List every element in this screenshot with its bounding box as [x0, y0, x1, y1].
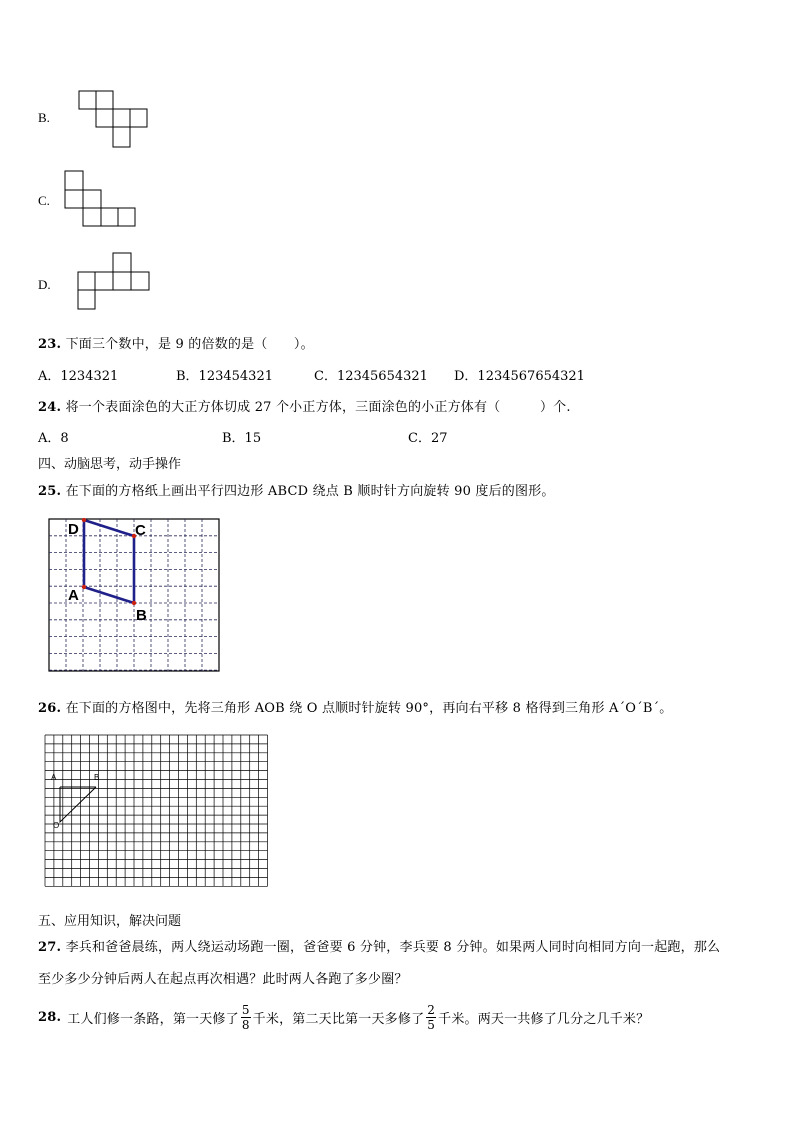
option-c-label: C.: [38, 193, 50, 208]
question-24: [38, 396, 571, 415]
question-28: [38, 1003, 649, 1032]
question-24-text: 将一个表面涂色的大正方体切成 27 个小正方体，三面涂色的小正方体有（ ）个.: [65, 400, 571, 415]
fraction-2-5: [426, 1003, 436, 1032]
q25-grid-figure: [48, 518, 220, 673]
question-28-part3: 千米。两天一共修了几分之几千米？: [438, 1012, 650, 1027]
question-26-number: 26.: [38, 701, 62, 716]
q23-option-b[interactable]: B．123454321: [176, 369, 273, 384]
q23-option-d[interactable]: D．1234567654321: [454, 369, 585, 384]
fraction-1-denominator: 8: [241, 1018, 250, 1032]
question-28-part1: 工人们修一条路，第一天修了: [67, 1012, 239, 1027]
q26-grid-figure: [44, 734, 270, 890]
question-25-text: 在下面的方格纸上画出平行四边形 ABCD 绕点 B 顺时针方向旋转 90 度后的图形。: [65, 484, 555, 499]
section-5-title: 五、应用知识，解决问题: [38, 914, 182, 929]
q25-point-a: A: [68, 587, 79, 604]
question-27: [38, 936, 720, 955]
q24-option-c[interactable]: C．27: [408, 431, 448, 446]
q23-option-a[interactable]: A．1234321: [38, 369, 119, 384]
net-figure-b: [78, 90, 152, 150]
q25-point-c: C: [135, 522, 146, 539]
q24-option-b[interactable]: B．15: [222, 431, 262, 446]
question-23: [38, 333, 314, 352]
question-28-number: 28.: [38, 1010, 62, 1025]
question-25-number: 25.: [38, 484, 62, 499]
question-24-number: 24.: [38, 400, 62, 415]
section-4-title: 四、动脑思考，动手操作: [38, 457, 182, 472]
question-27-line2: 至少多少分钟后两人在起点再次相遇？此时两人各跑了多少圈？: [38, 972, 408, 987]
net-figure-c: [64, 170, 138, 230]
q23-option-c[interactable]: C．12345654321: [314, 369, 428, 384]
question-25: [38, 480, 555, 499]
fraction-5-8: [241, 1003, 251, 1032]
question-27-line1: 李兵和爸爸晨练，两人绕运动场跑一圈，爸爸要 6 分钟，李兵要 8 分钟。如果两人同时向相同方向一起跑，那么: [65, 940, 721, 955]
option-b-label: B.: [38, 110, 50, 125]
fraction-2-numerator: 2: [427, 1003, 436, 1017]
net-figure-d: [77, 252, 153, 312]
question-23-number: 23.: [38, 337, 62, 352]
q24-option-a[interactable]: A．8: [38, 431, 69, 446]
option-d-label: D.: [38, 277, 51, 292]
question-27-number: 27.: [38, 940, 62, 955]
question-26: [38, 697, 673, 716]
question-26-text: 在下面的方格图中，先将三角形 AOB 绕 O 点顺时针旋转 90°，再向右平移 8 格得到三角形 A´O´B´。: [65, 701, 673, 716]
q26-point-a: A: [51, 773, 57, 782]
q25-point-d: D: [68, 521, 79, 538]
q26-point-b: B: [94, 773, 100, 782]
question-28-part2: 千米，第二天比第一天多修了: [252, 1012, 425, 1027]
fraction-2-denominator: 5: [427, 1018, 436, 1032]
q26-point-o: O: [53, 821, 60, 830]
fraction-1-numerator: 5: [241, 1003, 250, 1017]
triangle-aob: [60, 787, 96, 822]
question-23-text: 下面三个数中，是 9 的倍数的是（ ）。: [65, 337, 314, 352]
q25-point-b: B: [136, 607, 147, 624]
